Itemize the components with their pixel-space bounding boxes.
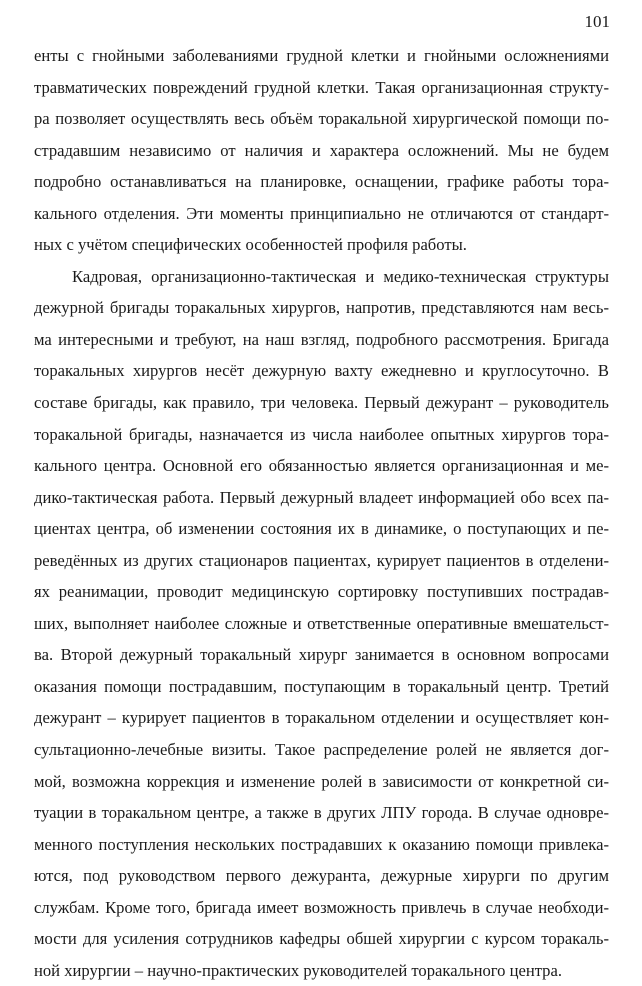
text-line: ных с учётом специфических особенностей профиля работы. <box>34 235 467 255</box>
text-line: мой, возможна коррекция и изменение ролей в зависимости от конкретной си- <box>34 771 609 791</box>
text-line: реведённых из других стационаров пациентах, курирует пациентов в отделени- <box>34 550 609 570</box>
text-line: ях реанимации, проводит медицинскую сортировку поступивших пострадав- <box>34 582 609 602</box>
paragraph <box>34 261 609 986</box>
text-line: енты с гнойными заболеваниями грудной клетки и гнойными осложнениями <box>34 46 609 65</box>
text-line: страдавшим независимо от наличия и характера осложнений. Мы не будем <box>34 140 609 160</box>
text-line: циентах центра, об изменении состояния их в динамике, о поступающих и пе- <box>34 519 609 539</box>
text-line: Кадровая, организационно-тактическая и медико-техническая структуры <box>72 266 609 286</box>
text-line: торакальных хирургов несёт дежурную вахту ежедневно и круглосуточно. В <box>34 361 609 381</box>
text-line: ной хирургии – научно-практических руководителей торакального центра. <box>34 960 562 980</box>
text-line: менного поступления нескольких пострадавших к оказанию помощи привлека- <box>34 834 609 854</box>
text-line: ра позволяет осуществлять весь объём торакальной хирургической помощи по- <box>34 109 609 129</box>
text-line: ма интересными и требуют, на наш взгляд, подробного рассмотрения. Бригада <box>34 329 609 349</box>
text-line: кального отделения. Эти моменты принципиально не отличаются от стандарт- <box>34 203 609 223</box>
text-line: травматических повреждений грудной клетки. Такая организационная структу- <box>34 77 609 97</box>
text-line: дежурной бригады торакальных хирургов, напротив, представляются нам весь- <box>34 298 609 318</box>
text-line: ются, под руководством первого дежуранта, дежурные хирурги по другим <box>34 866 609 886</box>
text-line: мости для усиления сотрудников кафедры обшей хирургии с курсом торакаль- <box>34 929 609 949</box>
paragraph <box>34 40 609 261</box>
text-line: ва. Второй дежурный торакальный хирург занимается в основном вопросами <box>34 645 609 665</box>
body-text <box>34 40 609 986</box>
text-line: дико-тактическая работа. Первый дежурный владеет информацией обо всех па- <box>34 487 609 507</box>
text-line: дежурант – курирует пациентов в торакальном отделении и осуществляет кон- <box>34 708 609 728</box>
text-line: сультационно-лечебные визиты. Такое распределение ролей не является дог- <box>34 740 609 760</box>
text-line: туации в торакальном центре, а также в других ЛПУ города. В случае одновре- <box>34 803 609 823</box>
text-line: оказания помощи пострадавшим, поступающим в торакальный центр. Третий <box>34 676 609 696</box>
text-line: кального центра. Основной его обязанностью является организационная и ме- <box>34 456 609 476</box>
text-line: ших, выполняет наиболее сложные и ответственные оперативные вмешательст- <box>34 613 609 633</box>
text-line: подробно останавливаться на планировке, оснащении, графике работы тора- <box>34 172 609 192</box>
text-line: торакальной бригады, назначается из числа наиболее опытных хирургов тора- <box>34 424 609 444</box>
page-number: 101 <box>584 12 610 31</box>
text-line: составе бригады, как правило, три человека. Первый дежурант – руководитель <box>34 393 609 413</box>
text-line: службам. Кроме того, бригада имеет возможность привлечь в случае необходи- <box>34 897 609 917</box>
